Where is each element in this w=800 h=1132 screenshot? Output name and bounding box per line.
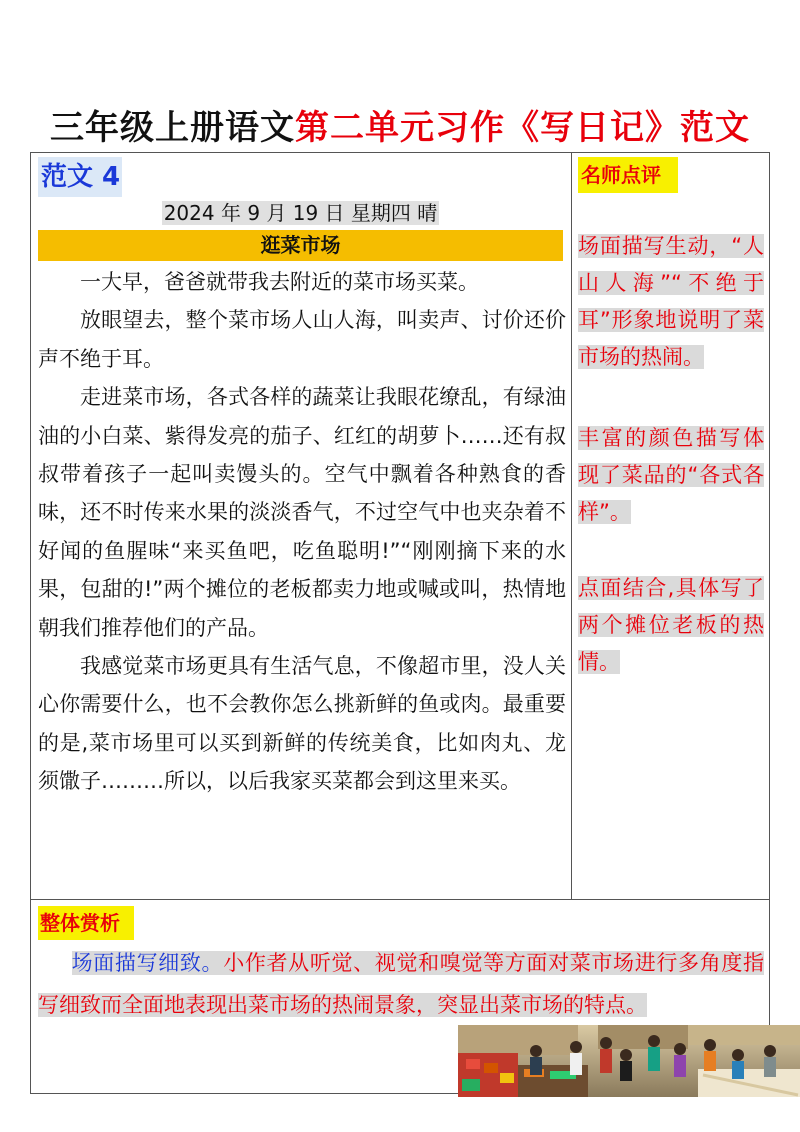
- essay-paragraph: 一大早，爸爸就带我去附近的菜市场买菜。: [80, 270, 479, 294]
- critique-comment-text: 点面结合,具体写了两个摊位老板的热情。: [578, 576, 764, 674]
- critique-comment-text: 场面描写生动，“人山人海”“不绝于耳”形象地说明了菜市场的热闹。: [578, 234, 764, 369]
- essay-paragraph: 我感觉菜市场更具有生活气息，不像超市里，没人关心你需要什么，也不会教你怎么挑新鲜的鱼或肉。最重要的是,菜市场里可以买到新鲜的传统美食，比如肉丸、龙须馓子………所以，以后我家买菜都会到这里来买。: [38, 654, 566, 794]
- market-scene-image: [458, 1025, 800, 1097]
- essay-body: [38, 263, 566, 801]
- critique-comment: [578, 570, 764, 681]
- overall-highlight: 场面描写细致。: [71, 951, 224, 975]
- row-divider: [30, 899, 770, 900]
- critique-label: 名师点评: [578, 157, 678, 193]
- title-grade: 三年级上册语文: [50, 108, 295, 148]
- diary-date: [38, 198, 563, 228]
- column-divider: [571, 152, 572, 900]
- overall-analysis-label: 整体赏析: [38, 906, 134, 940]
- market-illustration: [458, 1025, 800, 1097]
- critique-comment-text: 丰富的颜色描写体现了菜品的“各式各样”。: [578, 426, 764, 524]
- essay-title: 逛菜市场: [38, 230, 563, 261]
- critique-comment: [578, 228, 764, 376]
- page-title: [0, 100, 800, 149]
- overall-body: 小作者从听觉、视觉和嗅觉等方面对菜市场进行多角度指写细致而全面地表现出菜市场的热闹景象，突显出菜市场的特点。: [38, 951, 764, 1017]
- essay-paragraph: 放眼望去，整个菜市场人山人海，叫卖声、讨价还价声不绝于耳。: [38, 308, 566, 371]
- overall-analysis: [38, 942, 764, 1026]
- title-unit: 第二单元习作《写日记》范文: [295, 108, 750, 148]
- essay-paragraph: 走进菜市场，各式各样的蔬菜让我眼花缭乱，有绿油油的小白菜、紫得发亮的茄子、红红的胡萝卜……还有叔叔带着孩子一起叫卖馒头的。空气中飘着各种熟食的香味，还不时传来水果的淡淡香气，不过空气中也夹杂着不好闻的鱼腥味“来买鱼吧，吃鱼聪明!”“刚刚摘下来的水果，包甜的!”两个摊位的老板都卖力地或喊或叫，热情地朝我们推荐他们的产品。: [38, 385, 566, 640]
- critique-comment: [578, 420, 764, 531]
- diary-date-text: 2024 年 9 月 19 日 星期四 晴: [163, 201, 438, 225]
- sample-label: 范文 4: [38, 157, 122, 197]
